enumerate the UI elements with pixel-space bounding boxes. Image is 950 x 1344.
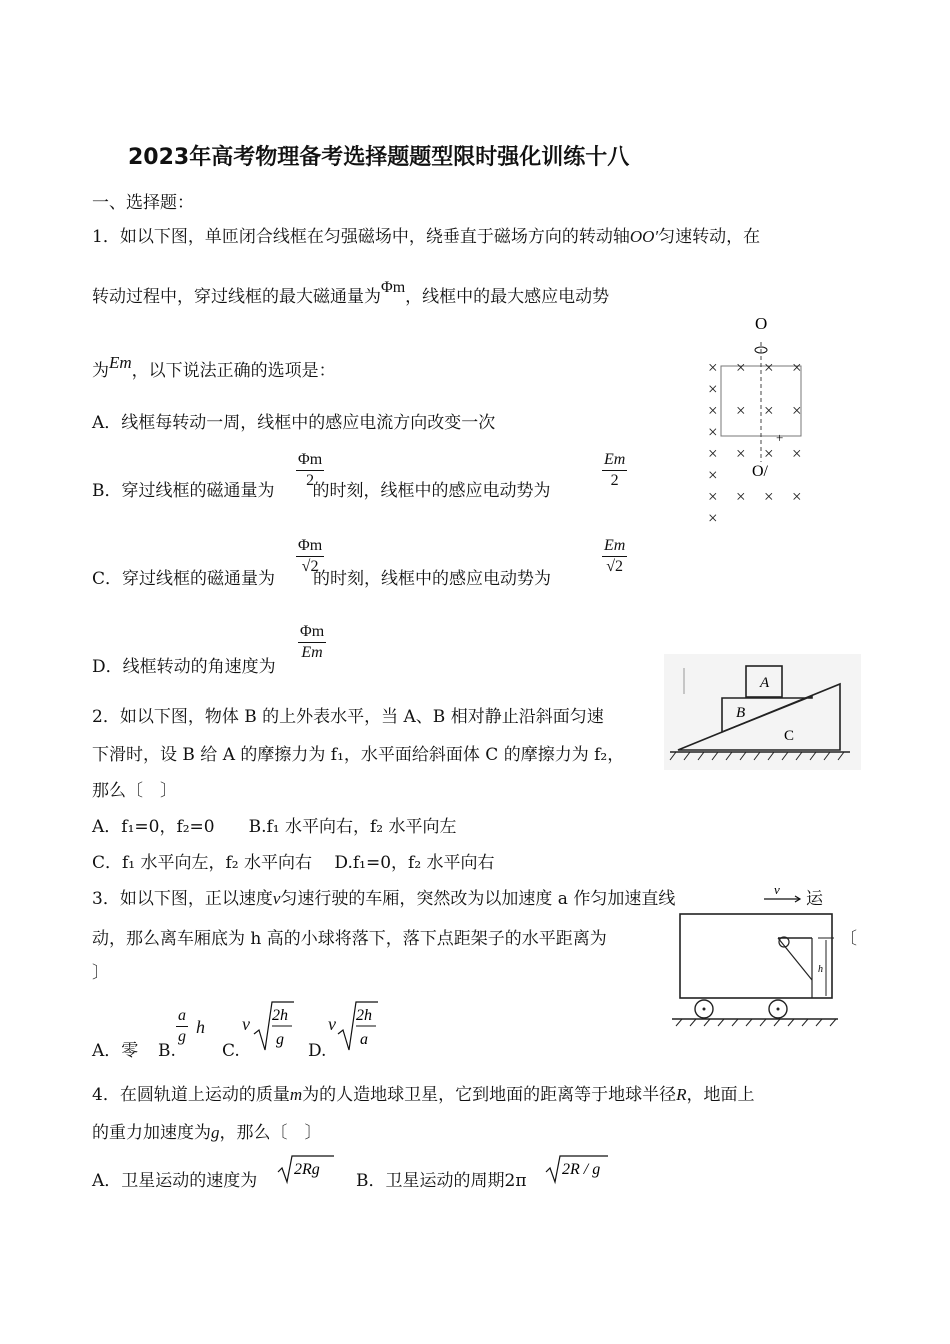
q1-c-fraction-phi: $\frac{\Phi m}{√2}$ [298, 537, 323, 575]
q3-option-d-label: D. [308, 1041, 327, 1061]
field-cross-mark: × [708, 508, 718, 528]
q3-line1-end: 运 [806, 889, 823, 909]
q2-line3: 那么〔 〕 [92, 781, 177, 801]
phi-m-symbol: Φm [381, 279, 406, 296]
velocity-label: v [774, 882, 780, 897]
height-label: h [818, 964, 823, 975]
svg-text:2Rg: 2Rg [294, 1161, 320, 1178]
q4-line2: 的重力加速度为g，那么〔 〕 [92, 1123, 322, 1143]
field-cross-mark: × [764, 444, 774, 463]
q1-d-fraction: $\frac{\Phi m}{Em}$ [300, 623, 325, 661]
block-a-label: A [760, 675, 770, 691]
q4-b-radical [544, 1152, 610, 1186]
q1-line3: 为Em，以下说法正确的选项是： [92, 353, 336, 381]
svg-text:g: g [276, 1031, 284, 1048]
q4-line1: 4．在圆轨道上运动的质量m为的人造地球卫星，它到地面的距离等于地球半径R，地面上 [92, 1085, 755, 1105]
field-cross-mark: × [736, 401, 746, 420]
q3-d-v: v [328, 1014, 336, 1034]
field-cross-mark: × [764, 358, 774, 377]
field-cross-mark: × [708, 358, 718, 377]
q3-option-c-label: C. [222, 1041, 240, 1061]
svg-text:a: a [360, 1031, 368, 1048]
q3-c-radical [252, 998, 296, 1054]
field-cross-mark: × [736, 487, 746, 506]
q1-figure-magnetic-field [700, 312, 820, 534]
q4-a-radical [276, 1152, 336, 1186]
q2-options-ab: A．f₁=0，f₂=0 B.f₁ 水平向右，f₂ 水平向左 [92, 817, 457, 837]
q2-figure-incline [664, 654, 861, 770]
field-cross-mark: × [792, 358, 802, 377]
q1-option-b: B．穿过线框的磁通量为 的时刻，线框中的感应电动势为 [92, 481, 551, 501]
q1-b-fraction-e: $\frac{Em}{2}$ [604, 451, 626, 489]
q2-line1: 2．如以下图，物体 B 的上外表水平，当 A、B 相对静止沿斜面匀速 [92, 707, 604, 727]
svg-text:2h: 2h [272, 1007, 288, 1024]
field-cross-mark: × [736, 444, 746, 463]
svg-text:2h: 2h [356, 1007, 372, 1024]
axis-bottom-label: O/ [752, 463, 768, 480]
field-cross-mark: × [708, 487, 718, 506]
field-cross-mark: × [792, 487, 802, 506]
q1-option-c: C．穿过线框的磁通量为 的时刻，线框中的感应电动势为 [92, 569, 552, 589]
q3-option-b-label: B. [158, 1041, 176, 1061]
q1-option-a: A．线框每转动一周，线框中的感应电流方向改变一次 [92, 413, 496, 433]
q3-option-a: A．零 [92, 1041, 139, 1061]
q3-d-radical [336, 998, 380, 1054]
block-c-label: C [784, 728, 795, 744]
field-cross-mark: × [764, 401, 774, 420]
field-cross-mark: × [792, 401, 802, 420]
section-heading: 一、选择题： [92, 193, 194, 213]
e-m-symbol: Em [109, 353, 132, 372]
field-cross-mark: × [708, 465, 718, 485]
q3-b-h: h [196, 1017, 205, 1037]
field-cross-mark: × [736, 358, 746, 377]
q4-option-a: A．卫星运动的速度为 [92, 1171, 258, 1191]
q3-line2-end: 〔 [840, 929, 857, 949]
q1-option-d: D．线框转动的角速度为 [92, 657, 276, 677]
axis-symbol: OO′ [629, 227, 659, 246]
field-cross-mark: × [708, 422, 718, 442]
q3-line1: 3．如以下图，正以速度v匀速行驶的车厢，突然改为以加速度 a 作匀加速直线 [92, 889, 676, 909]
q1-line2: 转动过程中，穿过线框的最大磁通量为Φm，线框中的最大感应电动势 [92, 279, 610, 307]
q3-line3: 〕 [92, 963, 109, 983]
field-cross-mark: × [764, 487, 774, 506]
field-cross-mark: × [708, 401, 718, 420]
block-b-label: B [736, 705, 746, 721]
q2-options-cd: C．f₁ 水平向左，f₂ 水平向右 D.f₁=0，f₂ 水平向右 [92, 853, 495, 873]
page-title: 2023年高考物理备考选择题题型限时强化训练十八 [128, 145, 630, 170]
q4-option-b: B．卫星运动的周期2π [356, 1171, 527, 1191]
q2-line2: 下滑时，设 B 给 A 的摩擦力为 f₁，水平面给斜面体 C 的摩擦力为 f₂， [92, 745, 625, 765]
q1-line1: 1．如以下图，单匝闭合线框在匀强磁场中，绕垂直于磁场方向的转动轴OO′匀速转动，在 [92, 227, 761, 247]
q1-c-fraction-e: $\frac{Em}{√2}$ [604, 537, 626, 575]
q1-b-fraction-phi: $\frac{\Phi m}{2}$ [298, 451, 323, 489]
field-cross-mark: × [708, 379, 718, 399]
q3-b-fraction: $\frac{a}{g}$ [178, 1007, 186, 1045]
plus-mark: + [776, 430, 784, 445]
svg-text:2R / g: 2R / g [562, 1161, 601, 1178]
field-cross-mark: × [708, 444, 718, 463]
axis-top-label: O [755, 314, 768, 333]
q3-c-v: v [242, 1014, 250, 1034]
q3-line2: 动，那么离车厢底为 h 高的小球将落下，落下点距架子的水平距离为 [92, 929, 607, 949]
q3-figure-train-car [668, 880, 840, 1028]
field-cross-mark: × [792, 444, 802, 463]
